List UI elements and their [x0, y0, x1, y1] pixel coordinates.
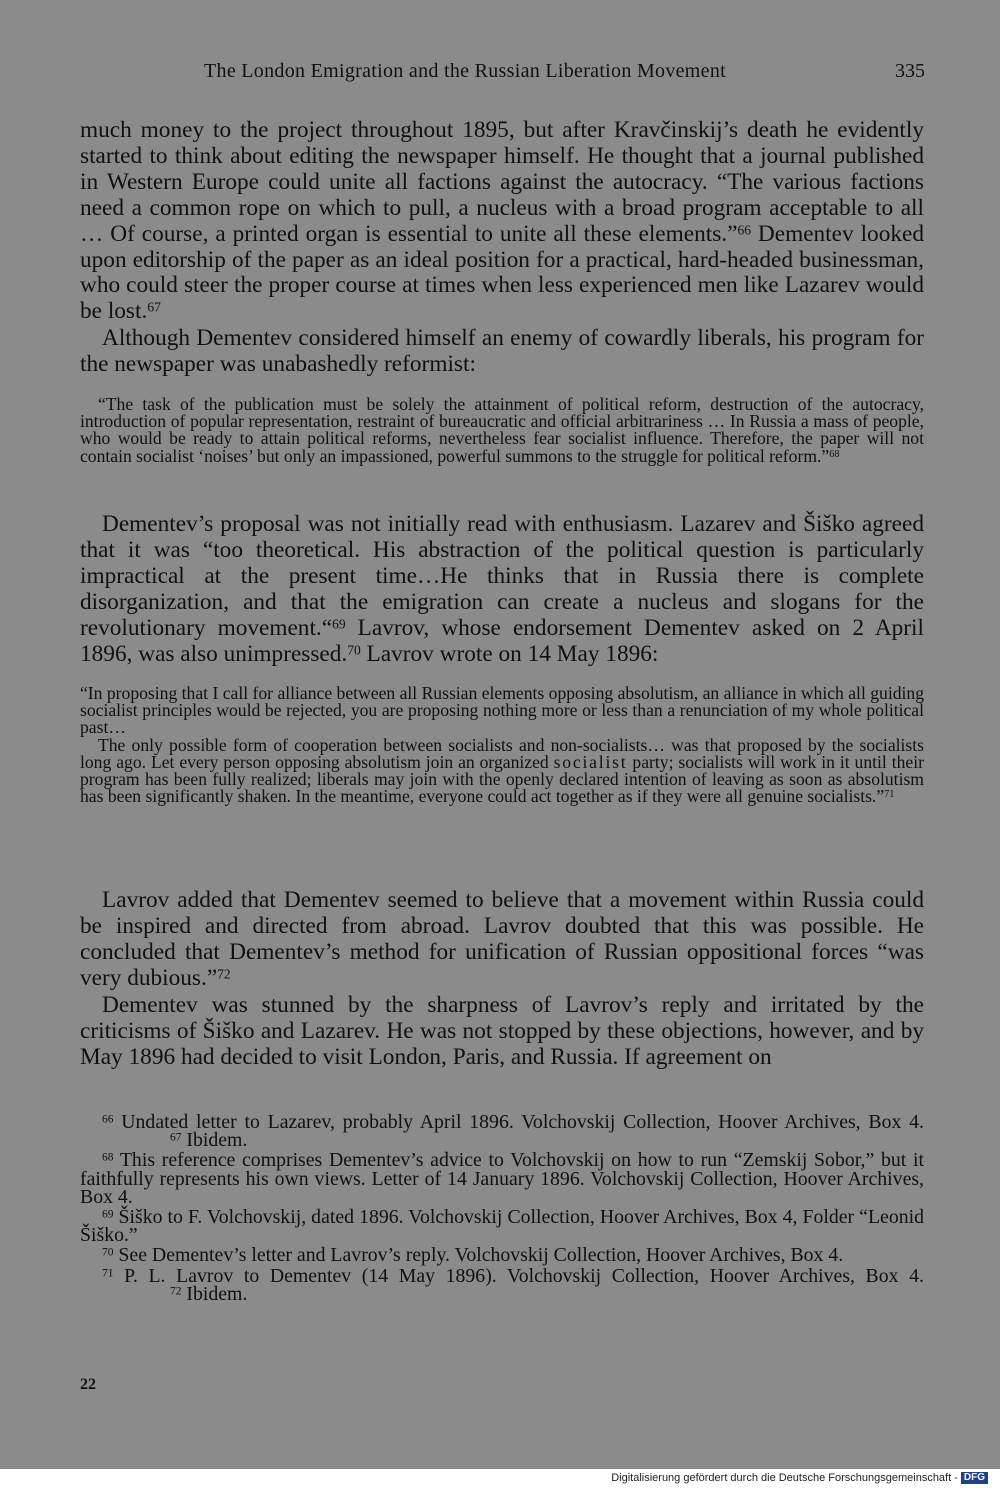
running-head: The London Emigration and the Russian Liberation Movement	[204, 60, 726, 82]
paragraph-2-text: Although Dementev considered himself an enemy of cowardly liberals, his program for the newspaper was unabashedly reformist:	[80, 325, 924, 377]
paragraph-4	[80, 888, 924, 992]
footnote-ref-71: 71	[884, 789, 895, 801]
quote-2-para-1: “In proposing that I call for alliance between all Russian elements opposing absolutism, an alliance in which all guiding socialist principles would be rejected, you are proposing nothing more or less than a renunciation of my whole political past…	[80, 683, 924, 738]
quote-2	[80, 685, 924, 805]
quote-2-para-2-text-a: The only possible form of cooperation between socialists and non-socialists… was that proposed by the socialists long ago. Let every person opposing absolutism join an organized	[80, 734, 924, 772]
footnote-68-number: 68	[102, 1151, 114, 1164]
footnote-70-number: 70	[102, 1246, 114, 1259]
paragraph-5	[80, 993, 924, 1071]
footnote-66-text: Undated letter to Lazarev, probably April 1896. Volchovskij Collection, Hoover Archives, Box 4.	[113, 1111, 924, 1133]
footnote-ref-68: 68	[829, 448, 840, 460]
footnote-69-number: 69	[102, 1208, 114, 1221]
footnote-69-text: Šiško to F. Volchovskij, dated 1896. Volchovskij Collection, Hoover Archives, Box 4, Folder “Leonid Šiško.”	[80, 1206, 924, 1247]
footnote-66-number: 66	[102, 1113, 114, 1126]
footnote-70	[80, 1244, 924, 1267]
footnote-68	[80, 1151, 924, 1206]
footnote-72-text: Ibidem.	[181, 1282, 248, 1305]
quote-2-para-2-text-b: party; socialists will work in it until their program has been fully realized; liberals may join with the openly declared intention of leaving as soon as absolutism has been significantly shaken. In the meantime, everyone could act together as if they were all genuine socialists.”	[80, 751, 924, 807]
funding-note	[611, 1472, 988, 1484]
paragraph-1-text-a: much money to the project throughout 1895, but after Kravčinskij’s death he evidently started to think about editing the newspaper himself. He thought that a journal published in Western Europe could unite all factions against the autocracy. “The various factions need a common rope on which to pull, a nucleus with a broad program acceptable to all … Of course, a printed organ is essential to unite all these elements.”	[80, 117, 924, 247]
footnote-71-text: P. L. Lavrov to Dementev (14 May 1896). Volchovskij Collection, Hoover Archives, Box 4.	[113, 1264, 924, 1287]
footnote-ref-72: 72	[217, 965, 231, 981]
footnote-ref-66: 66	[737, 221, 751, 237]
paragraph-4-text: Lavrov added that Dementev seemed to believe that a movement within Russia could be inspired and directed from abroad. Lavrov doubted that this was possible. He concluded that Dementev’s method for unification of Russian oppositional forces “was very dubious.”	[80, 887, 924, 991]
paragraph-5-text: Dementev was stunned by the sharpness of Lavrov’s reply and irritated by the criticisms of Šiško and Lazarev. He was not stopped by these objections, however, and by May 1896 had decided to visit London, Paris, and Russia. If agreement on	[80, 992, 924, 1070]
footnote-66-67	[80, 1111, 924, 1152]
footnote-69	[80, 1206, 924, 1247]
footnote-67-number: 67	[170, 1131, 182, 1144]
page-number: 335	[895, 60, 925, 82]
paragraph-2	[80, 326, 924, 378]
footnote-ref-70: 70	[347, 641, 361, 657]
footnote-68-text: This reference comprises Dementev’s advice to Volchovskij on how to run “Zemskij Sobor,” but it faithfully represents his own views. Letter of 14 January 1896. Volchovskij Collection, Hoover Archives, Box 4.	[80, 1149, 924, 1208]
paragraph-1-text-b: Dementev looked upon editorship of the paper as an ideal position for a practical, hard-headed businessman, who could steer the proper course at times when less experienced men like Lazarev would be lost.	[80, 220, 924, 325]
footnote-71-number: 71	[102, 1266, 114, 1279]
dfg-logo: DFG	[961, 1472, 988, 1484]
funding-note-text: Digitalisierung gefördert durch die Deutsche Forschungsgemeinschaft -	[611, 1472, 958, 1484]
paragraph-1	[80, 118, 924, 325]
footnote-71-72	[80, 1264, 924, 1305]
page-header	[80, 60, 925, 90]
footnote-72-number: 72	[170, 1285, 182, 1298]
signature-mark: 22	[80, 1376, 96, 1393]
footnotes	[80, 1113, 924, 1305]
footnote-67-text: Ibidem.	[181, 1129, 248, 1152]
footnote-ref-69: 69	[332, 615, 346, 631]
quote-1-text: “The task of the publication must be solely the attainment of political reform, destruction of the autocracy, introduction of popular representation, restraint of bureaucratic and official arbitrariness … In Russia a mass of people, who would be ready to attain political reforms, nevertheless fear socialist influence. Therefore, the paper will not contain socialist ‘noises’ but only an impassioned, powerful summons to the struggle for political reform.”	[80, 394, 924, 466]
quote-2-spaced-word: socialist	[553, 751, 628, 772]
paragraph-3-text-c: Lavrov wrote on 14 May 1896:	[360, 640, 659, 667]
quote-1	[80, 396, 924, 465]
footnote-ref-67: 67	[147, 299, 161, 315]
paragraph-3-text-a: Dementev’s proposal was not initially read with enthusiasm. Lazarev and Šiško agreed that it was “too theoretical. His abstraction of the political question is particularly impractical at the present time…He thinks that in Russia there is complete disorganization, and that the emigration can create a nucleus and slogans for the revolutionary movement.“	[80, 511, 924, 641]
paragraph-3	[80, 512, 924, 667]
footnote-70-text: See Dementev’s letter and Lavrov’s reply. Volchovskij Collection, Hoover Archives, Box 4.	[113, 1244, 844, 1267]
paragraph-3-text-b: Lavrov, whose endorsement Dementev asked on 2 April 1896, was also unimpressed.	[80, 614, 924, 667]
